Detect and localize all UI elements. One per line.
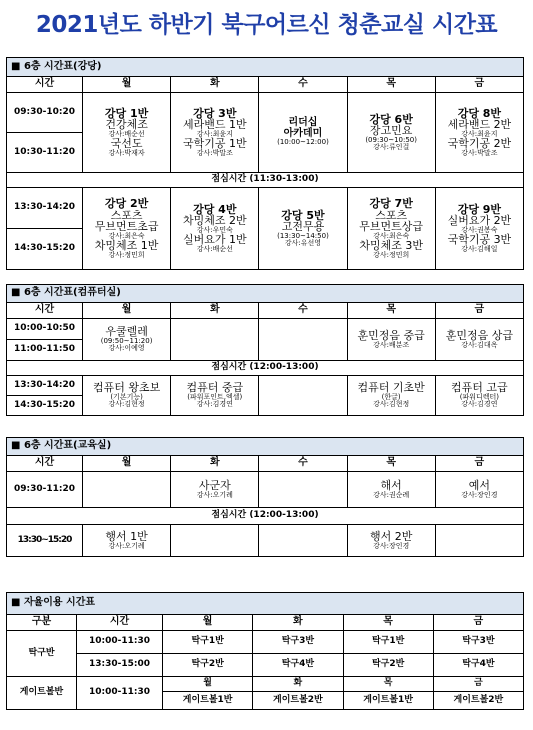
day-header: 금	[435, 77, 523, 93]
class-subtitle: (한글)	[381, 392, 401, 401]
instructor: 강사:우민숙	[196, 225, 233, 234]
category-header: 구분	[7, 615, 77, 631]
empty-cell	[435, 525, 523, 557]
instructor: 강사:최윤지	[461, 129, 498, 138]
room-label: 강당 7반	[369, 197, 413, 211]
instructor: 강사:박말조	[461, 148, 498, 157]
instructor: 강사:오기례	[196, 490, 233, 499]
class-name: 훈민정음 상급	[445, 329, 513, 343]
day-header: 월	[163, 615, 253, 631]
class-name: 훈민정음 중급	[357, 329, 425, 343]
class-cell	[171, 472, 259, 508]
day-header: 월	[83, 77, 171, 93]
time-slot: 13:30~15:20	[7, 525, 83, 557]
day-label: 화	[253, 677, 343, 692]
group-cell: 탁구4반	[253, 654, 343, 677]
class-cell	[347, 93, 435, 173]
instructor: 강사:장인경	[461, 490, 498, 499]
class-name: 스포츠	[110, 208, 143, 222]
category-label: 탁구반	[7, 631, 77, 677]
day-header: 목	[347, 456, 435, 472]
class-cell	[83, 319, 171, 361]
class-cell	[171, 93, 259, 173]
empty-cell	[171, 319, 259, 361]
empty-cell	[259, 525, 347, 557]
section-title: 6층 시간표(강당)	[23, 60, 102, 72]
room-label: 강당 8반	[457, 106, 502, 120]
class-time: (10:00~12:00)	[277, 138, 329, 147]
class-name: 스포츠	[375, 208, 408, 222]
class-time: (09:50~11:20)	[100, 336, 153, 345]
instructor: 강사:박말조	[196, 148, 233, 157]
instructor: 강사:김현정	[108, 400, 145, 409]
time-slot: 13:30-14:20	[7, 188, 83, 229]
instructor: 강사:최윤지	[196, 129, 233, 138]
class-cell	[435, 319, 523, 361]
section-header: ■ 6층 시간표(교육실)	[7, 438, 524, 456]
empty-cell	[259, 376, 347, 416]
class-name: 세라밴드 2반	[447, 118, 512, 132]
group-cell: 탁구3반	[433, 631, 523, 654]
time-slot: 10:00-10:50	[7, 319, 83, 340]
class-cell	[435, 472, 523, 508]
class-name: 국학기공 2반	[447, 137, 512, 151]
section-header: ■ 자율이용 시간표	[7, 593, 524, 615]
instructor: 강사:김경연	[461, 400, 498, 409]
class-name: 사군자	[198, 479, 231, 493]
day-label: 월	[163, 677, 253, 692]
class-name: 차밍체조 1반	[94, 239, 159, 253]
class-name: 무브먼트초급	[94, 220, 159, 234]
group-cell: 탁구2반	[343, 654, 433, 677]
instructor: 강사:배분조	[373, 340, 410, 349]
lunch-time: 점심시간 (12:00-13:00)	[7, 361, 524, 376]
class-cell	[83, 93, 171, 173]
class-cell	[347, 376, 435, 416]
instructor: 강사:권순례	[373, 490, 410, 499]
day-header: 금	[433, 615, 523, 631]
class-name: 컴퓨터 중급	[186, 381, 244, 395]
category-label: 게이트볼반	[7, 677, 77, 710]
class-cell	[347, 188, 435, 270]
class-time: (09:30~10:50)	[365, 135, 417, 144]
instructor: 강사:오기례	[108, 541, 145, 550]
class-cell	[435, 188, 523, 270]
page-title: 2021년도 하반기 북구어르신 청춘교실 시간표	[35, 12, 498, 38]
instructor: 강사:배순선	[108, 129, 145, 138]
group-cell: 탁구2반	[163, 654, 253, 677]
group-cell: 게이트볼1반	[163, 692, 253, 710]
class-cell	[435, 376, 523, 416]
day-label: 금	[433, 677, 523, 692]
class-cell	[171, 188, 259, 270]
day-header: 목	[347, 303, 435, 319]
instructor: 강사:정민희	[108, 250, 145, 259]
instructor: 강사:류인걸	[373, 143, 410, 152]
time-slot: 09:30-10:20	[7, 93, 83, 133]
class-name: 무브먼트상급	[359, 220, 424, 234]
class-name: 행서 1반	[105, 530, 148, 544]
day-label: 목	[343, 677, 433, 692]
class-name: 국학기공 3반	[447, 233, 512, 247]
auditorium-schedule-table	[6, 57, 524, 270]
class-name: 고전무용	[281, 220, 325, 234]
class-name: 차밍체조 2반	[182, 214, 247, 228]
class-name: 행서 2반	[369, 530, 413, 544]
time-slot: 09:30-11:20	[7, 472, 83, 508]
instructor: 강사:박재자	[108, 148, 145, 157]
class-cell	[347, 319, 435, 361]
class-cell	[347, 472, 435, 508]
class-cell	[83, 376, 171, 416]
instructor: 강사:정민희	[373, 250, 410, 259]
time-header: 시간	[7, 77, 83, 93]
class-name: 건강체조	[105, 118, 148, 132]
class-name: 우쿨렐레	[105, 325, 148, 339]
class-cell	[259, 93, 347, 173]
class-name: 국선도	[110, 137, 143, 151]
room-label: 강당 6반	[369, 112, 413, 126]
instructor: 강사:권봉숙	[461, 225, 498, 234]
section-title: 6층 시간표(교육실)	[23, 440, 112, 452]
empty-cell	[171, 525, 259, 557]
time-slot: 14:30-15:20	[7, 229, 83, 270]
class-name: 차밍체조 3반	[359, 239, 423, 253]
class-name: 컴퓨터 기초반	[357, 381, 425, 395]
instructor: 강사:김경연	[196, 400, 233, 409]
instructor: 강사:김현정	[373, 400, 410, 409]
instructor: 강사:장인경	[373, 541, 410, 550]
class-subtitle: (기본기능)	[110, 392, 143, 401]
class-name: 세라밴드 1반	[182, 118, 247, 132]
lunch-time: 점심시간 (11:30-13:00)	[7, 173, 524, 188]
group-cell: 탁구1반	[163, 631, 253, 654]
class-time: (13:30~14:50)	[277, 231, 329, 240]
class-name: 실버요가 1반	[182, 233, 247, 247]
class-cell	[347, 525, 435, 557]
class-cell	[259, 188, 347, 270]
class-name: 예서	[468, 479, 490, 493]
room-label: 강당 1반	[104, 106, 149, 120]
class-cell	[435, 93, 523, 173]
class-cell	[83, 188, 171, 270]
class-name: 국학기공 1반	[182, 137, 247, 151]
room-label: 아카데미	[283, 127, 323, 139]
section-title: 자율이용 시간표	[23, 597, 96, 609]
education-room-schedule-table	[6, 437, 524, 557]
group-cell: 게이트볼2반	[433, 692, 523, 710]
day-header: 금	[435, 303, 523, 319]
empty-cell	[83, 472, 171, 508]
instructor: 강사:최은숙	[373, 231, 410, 240]
class-name: 컴퓨터 왕초보	[92, 381, 161, 395]
instructor: 강사:유선영	[284, 239, 322, 248]
class-name: 실버요가 2반	[447, 214, 512, 228]
room-label: 강당 9반	[457, 202, 502, 216]
section-title: 6층 시간표(컴퓨터실)	[23, 287, 121, 299]
day-header: 수	[259, 456, 347, 472]
lunch-time: 점심시간 (12:00-13:00)	[7, 508, 524, 525]
time-slot: 13:30-14:20	[7, 376, 83, 396]
class-subtitle: (파워포인트,엑셀)	[187, 392, 243, 401]
section-header: ■ 6층 시간표(강당)	[7, 58, 524, 77]
day-header: 목	[347, 77, 435, 93]
day-header: 목	[343, 615, 433, 631]
instructor: 강사:이예영	[108, 344, 145, 353]
group-cell: 게이트볼2반	[253, 692, 343, 710]
room-label: 리더십	[288, 117, 318, 129]
class-name: 해서	[380, 479, 402, 493]
room-label: 강당 3반	[193, 106, 237, 120]
group-cell: 게이트볼1반	[343, 692, 433, 710]
day-header: 월	[83, 303, 171, 319]
day-header: 화	[171, 303, 259, 319]
day-header: 화	[253, 615, 343, 631]
day-header: 월	[83, 456, 171, 472]
class-cell	[83, 525, 171, 557]
day-header: 금	[435, 456, 523, 472]
group-cell: 탁구4반	[433, 654, 523, 677]
time-slot: 10:00-11:30	[77, 677, 163, 710]
day-header: 수	[259, 77, 347, 93]
time-header: 시간	[7, 303, 83, 319]
group-cell: 탁구1반	[343, 631, 433, 654]
empty-cell	[259, 319, 347, 361]
room-label: 강당 4반	[193, 202, 237, 216]
empty-cell	[259, 472, 347, 508]
computer-room-schedule-table	[6, 284, 524, 416]
instructor: 강사:최은숙	[108, 231, 145, 240]
time-slot: 14:30-15:20	[7, 396, 83, 416]
day-header: 수	[259, 303, 347, 319]
class-cell	[171, 376, 259, 416]
class-name: 장고민요	[369, 124, 413, 138]
instructor: 강사:배순선	[196, 244, 233, 253]
time-header: 시간	[77, 615, 163, 631]
time-header: 시간	[7, 456, 83, 472]
instructor: 강사:김해일	[461, 244, 498, 253]
time-slot: 10:30-11:20	[7, 133, 83, 173]
instructor: 강사:김대옥	[461, 340, 498, 349]
time-slot: 11:00-11:50	[7, 340, 83, 361]
time-slot: 10:00-11:30	[77, 631, 163, 654]
room-label: 강당 5반	[281, 208, 325, 222]
group-cell: 탁구3반	[253, 631, 343, 654]
section-header: ■ 6층 시간표(컴퓨터실)	[7, 285, 524, 303]
class-name: 컴퓨터 고급	[451, 381, 508, 395]
free-use-schedule-table	[6, 592, 524, 710]
class-subtitle: (파워디렉터)	[459, 392, 500, 401]
time-slot: 13:30-15:00	[77, 654, 163, 677]
day-header: 화	[171, 77, 259, 93]
room-label: 강당 2반	[104, 197, 149, 211]
day-header: 화	[171, 456, 259, 472]
